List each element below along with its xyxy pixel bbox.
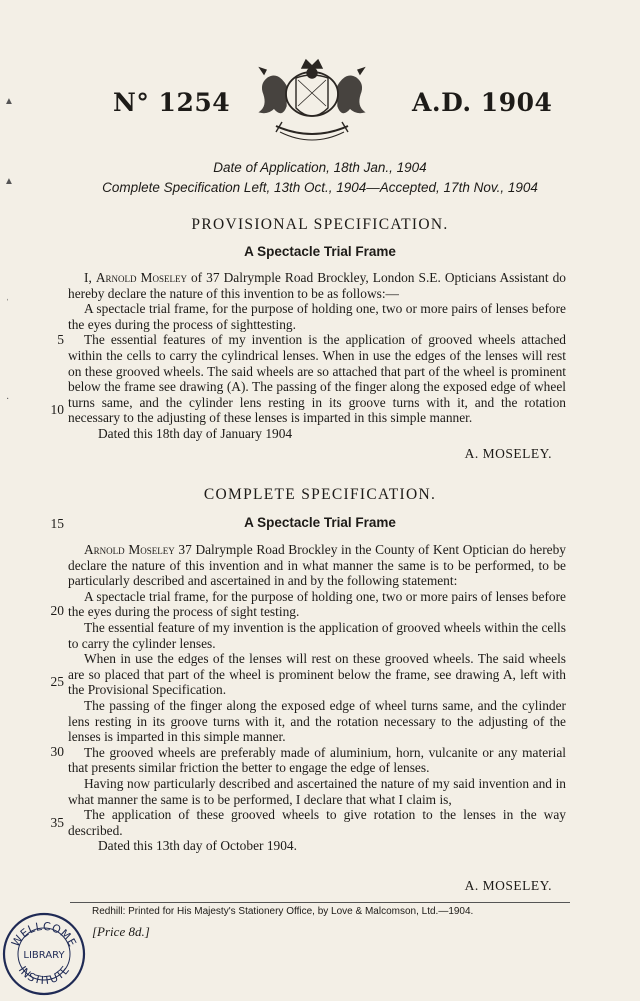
footer-rule [70,902,570,903]
inventor-name: Arnold Moseley [84,542,175,557]
price-label: [Price 8d.] [92,924,150,939]
line-number: 20 [50,603,64,618]
margin-mark: ▲ [4,96,14,107]
complete-para-3: The essential feature of my invention is the application of grooved wheels within the cells to carry the cylinder lenses. [68,619,566,651]
line-number: 35 [50,815,64,830]
provisional-para-2: A spectacle trial frame, for the purpose of holding one, two or more pairs of lenses before the eyes during the process of sighttesting. [68,301,566,332]
patent-number: N° 1254 [113,88,231,117]
library-stamp [2,912,86,996]
royal-coat-of-arms-icon [246,52,378,152]
provisional-body [68,270,566,442]
provisional-heading: PROVISIONAL SPECIFICATION. [191,216,449,233]
provisional-para-3: The essential features of my invention is the application of grooved wheels attached within the cells to carry the cylindrical lenses. When in use the edges of the lenses will rest on these grooved wheels. The said wheels are so attached that part of the wheel is prominent below the frame see drawing (A). The passing of the finger along the exposed edge of wheel turns same, and the cylinder lens resting in its groove turns with it, and the rotation necessary to the adjusting of these lenses is imparted in this simple manner. [68,332,566,426]
provisional-para-1: I, Arnold Moseley of 37 Dalrymple Road Brockley, London S.E. Opticians Assistant do hereby declare the nature of this invention to be as follows:— [68,270,566,301]
stamp-top-text: WELLCOME [9,919,80,950]
svg-text:INSTITUTE [16,963,72,987]
complete-body [68,542,566,854]
provisional-title: A Spectacle Trial Frame [244,244,396,259]
printer-line: Redhill: Printed for His Majesty's Stationery Office, by Love & Malcomson, Ltd.—1904. [92,906,474,917]
complete-title: A Spectacle Trial Frame [244,515,396,530]
complete-para-6: The grooved wheels are preferably made of aluminium, horn, vulcanite or any material that presents similar friction the better to engage the edge of lenses. [68,744,566,776]
stamp-bottom-text: INSTITUTE [15,963,73,988]
application-date: Date of Application, 18th Jan., 1904 [213,160,427,175]
complete-heading: COMPLETE SPECIFICATION. [203,486,437,503]
line-number: 25 [50,674,64,689]
stamp-center-text: LIBRARY [23,950,65,961]
specification-dates: Complete Specification Left, 13th Oct., 1904—Accepted, 17th Nov., 1904 [102,180,538,195]
provisional-dated: Dated this 18th day of January 1904 [98,425,293,441]
complete-para-2: A spectacle trial frame, for the purpose of holding one, two or more pairs of lenses before the eyes during the process of sight testing. [68,588,566,620]
complete-para-4: When in use the edges of the lenses will rest on these grooved wheels. The said wheels are so placed that part of the wheel is prominent below the frame, see drawing A, left with the Provisional Specification. [68,651,566,698]
line-number: 30 [50,744,64,759]
margin-mark: ˈ [6,298,10,309]
patent-year: A.D. 1904 [412,88,553,117]
complete-signature: A. MOSELEY. [464,878,552,893]
provisional-signature: A. MOSELEY. [464,446,552,461]
margin-mark: ▲ [4,176,14,187]
line-number: 10 [50,402,64,417]
complete-para-8: The application of these grooved wheels to give rotation to the lenses in the way described. [68,807,566,838]
complete-para-7: Having now particularly described and ascertained the nature of my said invention and in what manner the same is to be performed, I declare that what I claim is, [68,775,566,807]
margin-mark: · [6,394,10,405]
inventor-name: Arnold Moseley [95,270,187,285]
complete-para-5: The passing of the finger along the exposed edge of wheel turns same, and the cylinder lens resting in its groove turns with it, and the rotation necessary to the adjusting of the lenses is imparted in this simple manner. [68,697,566,745]
line-number: 5 [57,332,64,347]
complete-dated: Dated this 13th day of October 1904. [98,838,297,854]
svg-text:WELLCOME [9,920,79,949]
line-number: 15 [50,516,64,531]
complete-para-1: Arnold Moseley 37 Dalrymple Road Brockley in the County of Kent Optician do hereby declare the nature of this invention and in what manner the same is to be performed, to be particularly described and ascertained in and by the following statement: [68,542,566,589]
